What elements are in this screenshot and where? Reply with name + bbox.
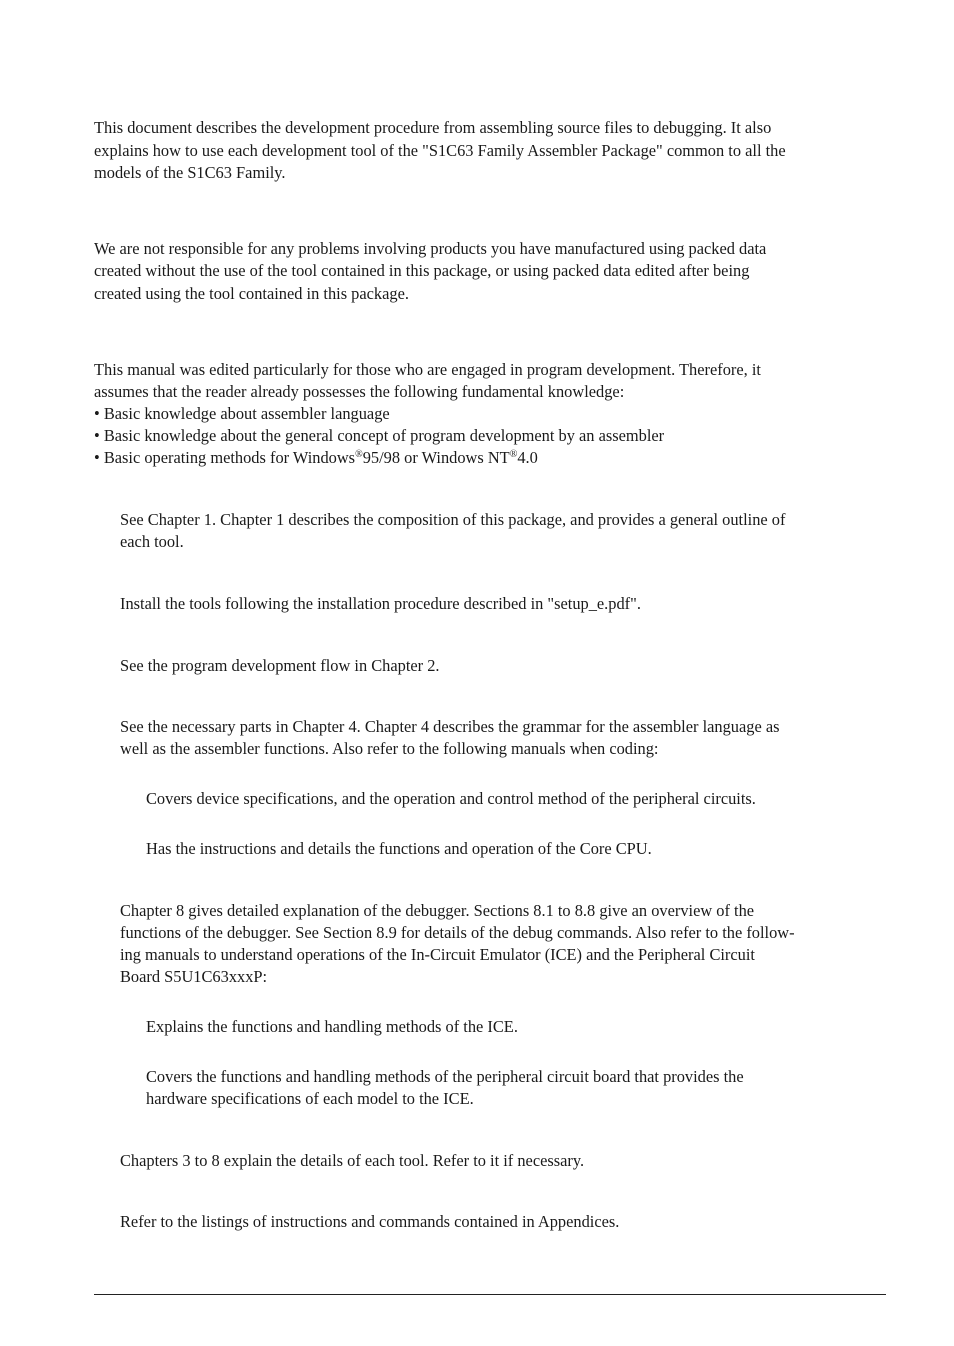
- bullet-text: 4.0: [517, 448, 538, 467]
- manual-reference: Has the instructions and details the functions and operation of the Core CPU.: [146, 839, 652, 858]
- registered-mark: ®: [355, 449, 363, 460]
- guide-line: functions of the debugger. See Section 8.9 for details of the debug commands. Also refer to the follow-: [120, 923, 795, 942]
- guide-line: Board S5U1C63xxxP:: [120, 967, 268, 986]
- disclaimer-line: created using the tool contained in this package.: [94, 284, 409, 303]
- guide-tools: Chapters 3 to 8 explain the details of each tool. Refer to it if necessary.: [120, 1151, 585, 1170]
- intro-line: This document describes the development procedure from assembling source files to debugging. It also: [94, 118, 772, 137]
- manual-reference: Covers device specifications, and the operation and control method of the peripheral circuits.: [146, 789, 756, 808]
- footer-divider: [94, 1294, 886, 1295]
- manual-reference: Covers the functions and handling methods of the peripheral circuit board that provides the: [146, 1067, 744, 1086]
- audience-line: This manual was edited particularly for those who are engaged in program development. Therefore, it: [94, 360, 761, 379]
- guide-line: Chapter 8 gives detailed explanation of the debugger. Sections 8.1 to 8.8 give an overview of the: [120, 901, 755, 920]
- guide-line: each tool.: [120, 532, 184, 551]
- manual-reference: Explains the functions and handling methods of the ICE.: [146, 1017, 518, 1036]
- registered-mark: ®: [509, 449, 518, 460]
- guide-line: ing manuals to understand operations of the In-Circuit Emulator (ICE) and the Peripheral Circuit: [120, 945, 755, 964]
- manual-reference: hardware specifications of each model to the ICE.: [146, 1089, 474, 1108]
- bullet-text: • Basic operating methods for Windows: [94, 448, 356, 467]
- bullet-item: • Basic knowledge about the general concept of program development by an assembler: [94, 426, 665, 445]
- audience-line: assumes that the reader already possesses the following fundamental knowledge:: [94, 382, 625, 401]
- guide-line: See the necessary parts in Chapter 4. Chapter 4 describes the grammar for the assembler language as: [120, 717, 780, 736]
- disclaimer-line: We are not responsible for any problems involving products you have manufactured using packed data: [94, 239, 767, 258]
- guide-appendix: Refer to the listings of instructions and commands contained in Appendices.: [120, 1212, 620, 1231]
- bullet-text: 95/98 or Windows NT: [362, 448, 510, 467]
- bullet-item: • Basic knowledge about assembler language: [94, 404, 390, 423]
- guide-flow: See the program development flow in Chapter 2.: [120, 656, 440, 675]
- guide-install: Install the tools following the installation procedure described in "setup_e.pdf".: [120, 594, 641, 613]
- disclaimer-line: created without the use of the tool contained in this package, or using packed data edited after being: [94, 261, 750, 280]
- guide-line: See Chapter 1. Chapter 1 describes the composition of this package, and provides a general outline of: [120, 510, 786, 529]
- intro-line: explains how to use each development tool of the "S1C63 Family Assembler Package" common to all the: [94, 141, 786, 160]
- guide-line: well as the assembler functions. Also refer to the following manuals when coding:: [120, 739, 659, 758]
- bullet-item: [94, 447, 538, 472]
- intro-line: models of the S1C63 Family.: [94, 163, 286, 182]
